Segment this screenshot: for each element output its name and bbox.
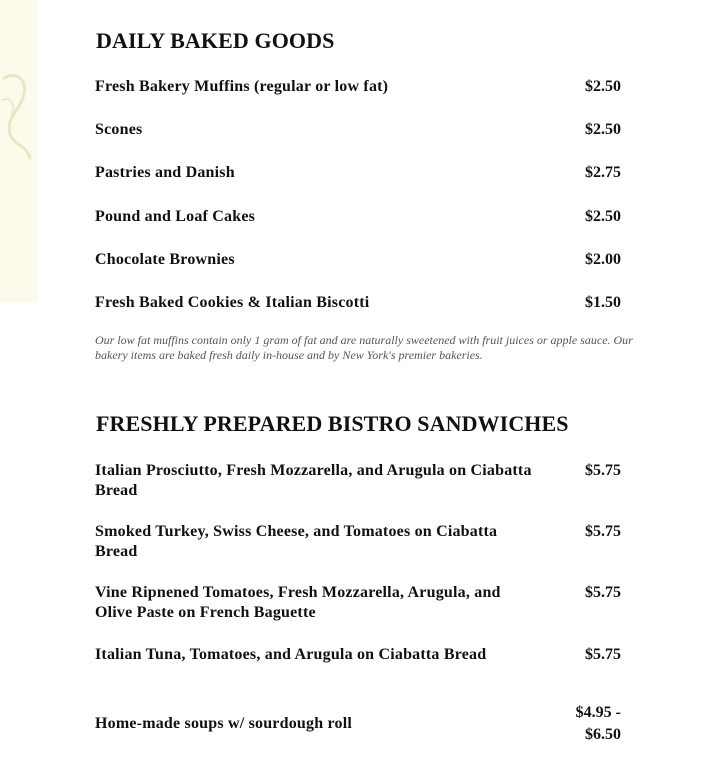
soup-price: $4.95 - $6.50 [575,704,621,743]
menu-item-price: $5.75 [585,462,621,479]
menu-item-price: $5.75 [585,646,621,663]
decorative-side-panel [0,0,38,303]
menu-item-name: Pound and Loaf Cakes [95,208,256,225]
menu-item-price: $2.00 [585,251,621,268]
script-flourish-icon [0,70,38,190]
menu-item-name: Italian Tuna, Tomatoes, and Arugula on Ciabatta Bread [95,646,487,663]
sandwiches-title: FRESHLY PREPARED BISTRO SANDWICHES [96,411,569,436]
menu-item-price: $5.75 [585,584,621,601]
menu-item-name: Smoked Turkey, Swiss Cheese, and Tomatoes on Ciabatta Bread [95,523,498,560]
menu-item-name: Fresh Baked Cookies & Italian Biscotti [95,294,370,311]
menu-item-price: $5.75 [585,523,621,540]
menu-item-name: Fresh Bakery Muffins (regular or low fat) [95,78,389,95]
menu-item-price: $1.50 [585,294,621,311]
menu-item-price: $2.75 [585,164,621,181]
menu-item-name: Chocolate Brownies [95,251,235,268]
menu-item-name: Vine Ripnened Tomatoes, Fresh Mozzarella, Arugula, and Olive Paste on French Baguette [95,584,501,621]
baked-goods-title: DAILY BAKED GOODS [96,28,335,53]
menu-item-price: $2.50 [585,78,621,95]
soup-name: Home-made soups w/ sourdough roll [95,715,353,732]
menu-item-name: Italian Prosciutto, Fresh Mozzarella, and Arugula on Ciabatta Bread [95,462,532,499]
bakery-note: Our low fat muffins contain only 1 gram of fat and are naturally sweetened with fruit juices or apple sauce. Our bakery items are baked fresh daily in-house and by New York's premier bakeries. [95,333,633,362]
menu-item-price: $2.50 [585,208,621,225]
menu-item-name: Pastries and Danish [95,164,235,181]
menu-item-name: Scones [95,121,143,138]
menu-item-price: $2.50 [585,121,621,138]
